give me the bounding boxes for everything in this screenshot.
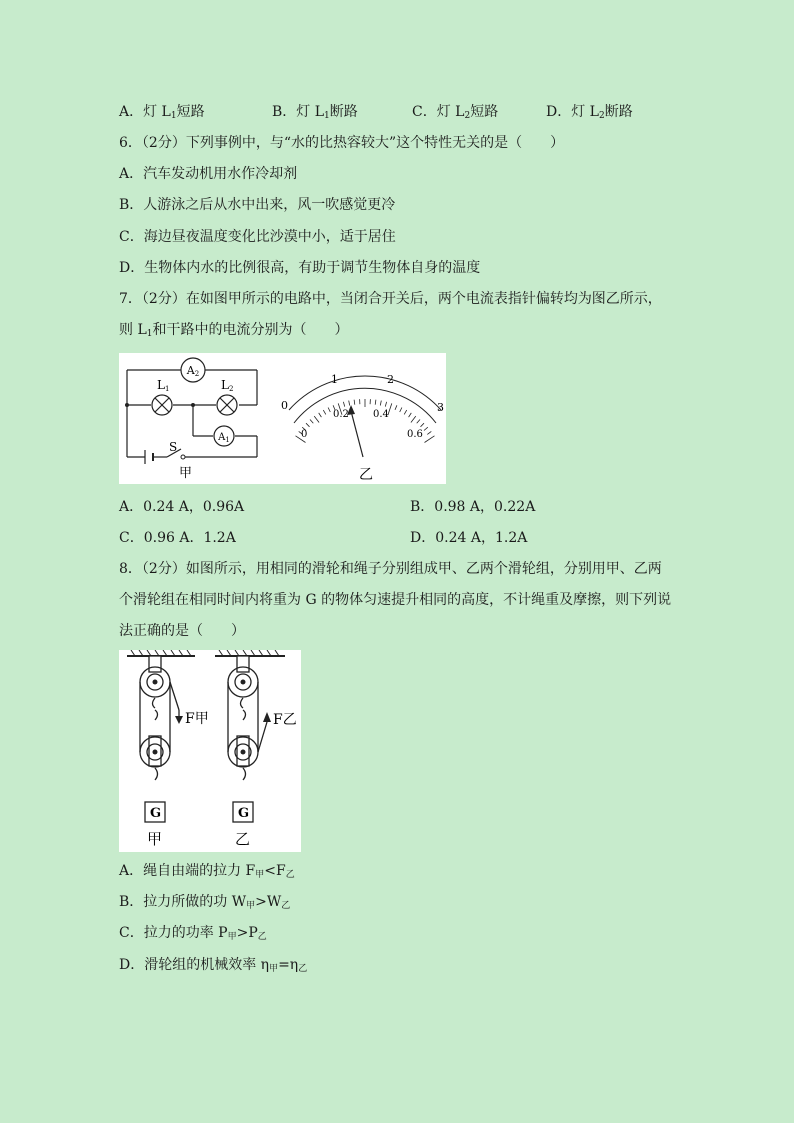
ammeter-dial — [281, 373, 444, 483]
q6-option-b: B．人游泳之后从水中出来，风一吹感觉更冷 — [119, 197, 396, 213]
q8-stem-line2: 个滑轮组在相同时间内将重为 G 的物体匀速提升相同的高度，不计绳重及摩擦，则下列说 — [119, 592, 672, 608]
dial-tick — [323, 410, 326, 414]
dial-tick — [400, 408, 402, 413]
dial-tick — [343, 402, 344, 407]
q5-option-d: D．灯 $L_2$断路 — [546, 104, 633, 121]
q8-option-c: C．拉力的功率 $P_甲>P_乙$ — [119, 925, 267, 942]
inner-scale-1: 0.2 — [333, 409, 349, 420]
dial-tick — [404, 410, 407, 414]
inner-scale-0: 0 — [301, 429, 308, 440]
figure-label-yi: 乙 — [235, 830, 251, 848]
circuit-and-ammeter-diagram — [119, 353, 446, 484]
dial-tick — [354, 400, 355, 405]
q7-option-c: C．0.96 A．1.2A — [119, 530, 236, 546]
q7-option-d: D．0.24 A，1.2A — [410, 530, 528, 546]
q7-stem-line2: 则 $L_1$和干路中的电流分别为（ ） — [119, 322, 349, 339]
inner-scale-3: 0.6 — [407, 429, 423, 440]
dial-tick — [421, 423, 425, 427]
q8-option-d: D．滑轮组的机械效率 $\eta_甲=\eta_乙$ — [119, 957, 308, 974]
l1-label: L1 — [157, 378, 170, 393]
inner-scale-2: 0.4 — [373, 409, 389, 420]
figure-label-jia: 甲 — [179, 466, 193, 481]
q7-option-a: A．0.24 A，0.96A — [119, 499, 245, 515]
weight-label-yi: G — [238, 806, 250, 821]
q8-option-b: B．拉力所做的功 $W_甲>W_乙$ — [119, 894, 291, 911]
dial-tick — [417, 420, 420, 424]
dial-tick — [328, 408, 330, 413]
dial-tick — [424, 427, 428, 430]
figure-label-jia: 甲 — [147, 830, 163, 848]
q6-stem: 6．（2分）下列事例中，与“水的比热容较大”这个特性无关的是（ ） — [119, 135, 565, 151]
outer-scale-1: 1 — [331, 373, 338, 386]
dial-tick — [349, 401, 350, 406]
dial-tick — [310, 420, 313, 424]
q7-figure — [119, 353, 446, 484]
dial-tick — [385, 402, 386, 407]
q7-option-b: B．0.98 A，0.22A — [410, 499, 536, 515]
dial-tick — [395, 405, 397, 410]
l2-label: L2 — [221, 378, 234, 393]
outer-scale-0: 0 — [281, 399, 288, 412]
q8-stem-line3: 法正确的是（ ） — [119, 623, 245, 639]
a2-label: A2 — [186, 364, 200, 378]
q6-option-c: C．海边昼夜温度变化比沙漠中小，适于居住 — [119, 229, 396, 245]
outer-scale-3: 3 — [437, 401, 444, 414]
force-label-yi: F乙 — [273, 712, 297, 728]
q8-option-a: A．绳自由端的拉力 $F_甲<F_乙$ — [119, 863, 295, 880]
dial-tick — [409, 413, 412, 417]
q5-option-c: C．灯 $L_2$短路 — [412, 104, 499, 121]
force-label-jia: F甲 — [185, 711, 209, 727]
dial-tick — [411, 416, 416, 422]
dial-tick — [306, 423, 310, 427]
q8-stem-line1: 8．（2分）如图所示，用相同的滑轮和绳子分别组成甲、乙两个滑轮组，分别用甲、乙两 — [119, 561, 662, 577]
figure-label-yi: 乙 — [359, 467, 373, 483]
outer-scale-2: 2 — [387, 373, 394, 386]
q6-option-a: A．汽车发动机用水作冷却剂 — [119, 166, 298, 182]
q5-option-a: A．灯 $L_1$短路 — [119, 104, 205, 121]
q6-option-d: D．生物体内水的比例很高，有助于调节生物体自身的温度 — [119, 260, 481, 276]
q8-figure — [119, 650, 301, 852]
dial-tick — [375, 400, 376, 405]
dial-tick — [425, 436, 435, 443]
dial-tick — [380, 401, 381, 406]
switch-label: S — [169, 440, 178, 454]
weight-label-jia: G — [150, 806, 162, 821]
dial-tick — [427, 431, 431, 434]
dial-tick — [319, 413, 322, 417]
q5-option-b: B．灯 $L_1$断路 — [272, 104, 358, 121]
a1-label: $A_1$ — [218, 432, 230, 444]
q7-stem-line1: 7．（2分）在如图甲所示的电路中，当闭合开关后，两个电流表指针偏转均为图乙所示， — [119, 291, 662, 307]
pulley-systems-diagram — [119, 650, 301, 852]
dial-tick — [314, 416, 319, 422]
